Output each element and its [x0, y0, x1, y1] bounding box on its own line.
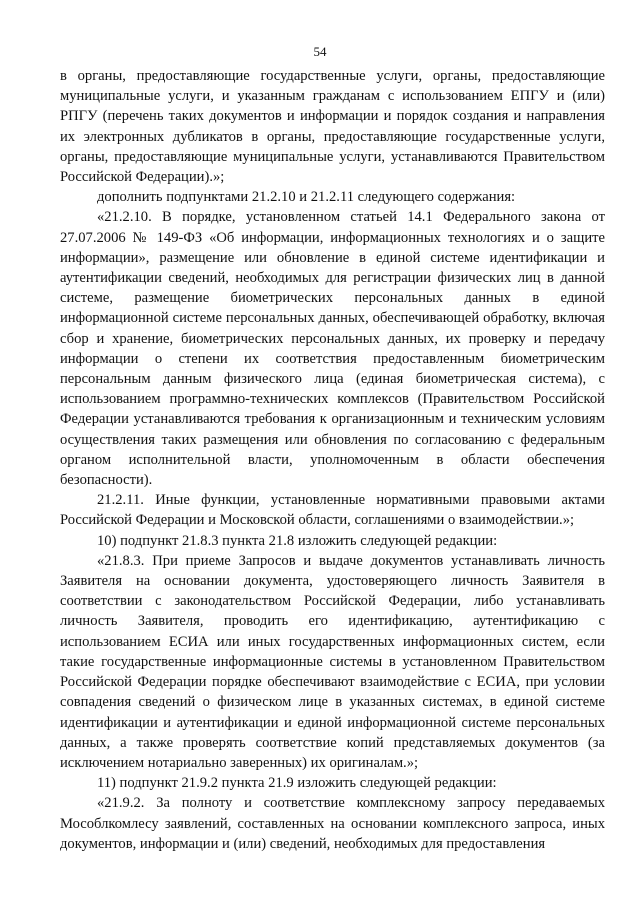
paragraph-21-9-2: «21.9.2. За полноту и соответствие комплексному запросу передаваемых Мособлкомлесу заявлений, составленных на основании комплексного запроса, иных документов, информации и (или) сведений, необходимых для предоставления	[60, 795, 605, 852]
paragraph-amendment-intro: дополнить подпунктами 21.2.10 и 21.2.11 следующего содержания:	[97, 189, 516, 206]
paragraph-item-10: 10) подпункт 21.8.3 пункта 21.8 изложить следующей редакции:	[97, 532, 498, 549]
paragraph-21-2-10: «21.2.10. В порядке, установленном статьей 14.1 Федерального закона от 27.07.2006 № 149-ФЗ «Об информации, информационных технологиях и о защите информации», размещение или обновление в единой системе идентификации и аутентификации сведений, необходимых для регистрации физических лиц в данной системе, размещение биометрических персональных данных в единой информационной системе персональных данных, обеспечивающей обработку, включая сбор и хранение, биометрических персональных данных, их проверку и передачу информации о степени их соответствия предоставленным биометрическим персональным данным физического лица (единая биометрическая система), с использованием программно-технических комплексов (Правительством Российской Федерации устанавливаются требования к организационным и техническим условиям осуществления таких размещения или обновления по согласованию с федеральным органом исполнительной власти, уполномоченным в области обеспечения безопасности).	[60, 209, 605, 489]
document-body	[60, 66, 605, 854]
paragraph-continuation: в органы, предоставляющие государственные услуги, органы, предоставляющие муниципальные услуги, и указанным гражданам с использованием ЕПГУ и (или) РПГУ (перечень таких документов и информации и порядок создания и направления их электронных дубликатов в органы, предоставляющие государственные услуги, органы, предоставляющие муниципальные услуги, устанавливаются Правительством Российской Федерации).»;	[60, 68, 605, 186]
paragraph-21-2-11: 21.2.11. Иные функции, установленные нормативными правовыми актами Российской Федерации и Московской области, соглашениями о взаимодействии.»;	[60, 492, 605, 529]
paragraph-21-8-3: «21.8.3. При приеме Запросов и выдаче документов устанавливать личность Заявителя на основании документа, удостоверяющего личность Заявителя в соответствии с законодательством Российской Федерации, либо устанавливать личность Заявителя, проводить его идентификацию, аутентификацию с использованием ЕСИА или иных государственных информационных систем, если такие государственные информационные системы в установленном Правительством Российской Федерации порядке обеспечивают взаимодействие с ЕСИА, при условии совпадения сведений о физическом лице в указанных системах, в единой системе идентификации и аутентификации и единой информационной системе персональных данных, а также проверять соответствие копий представляемых документов (за исключением нотариально заверенных) их оригиналам.»;	[60, 552, 605, 771]
page-number: 54	[313, 44, 327, 59]
paragraph-item-11: 11) подпункт 21.9.2 пункта 21.9 изложить следующей редакции:	[97, 775, 497, 792]
